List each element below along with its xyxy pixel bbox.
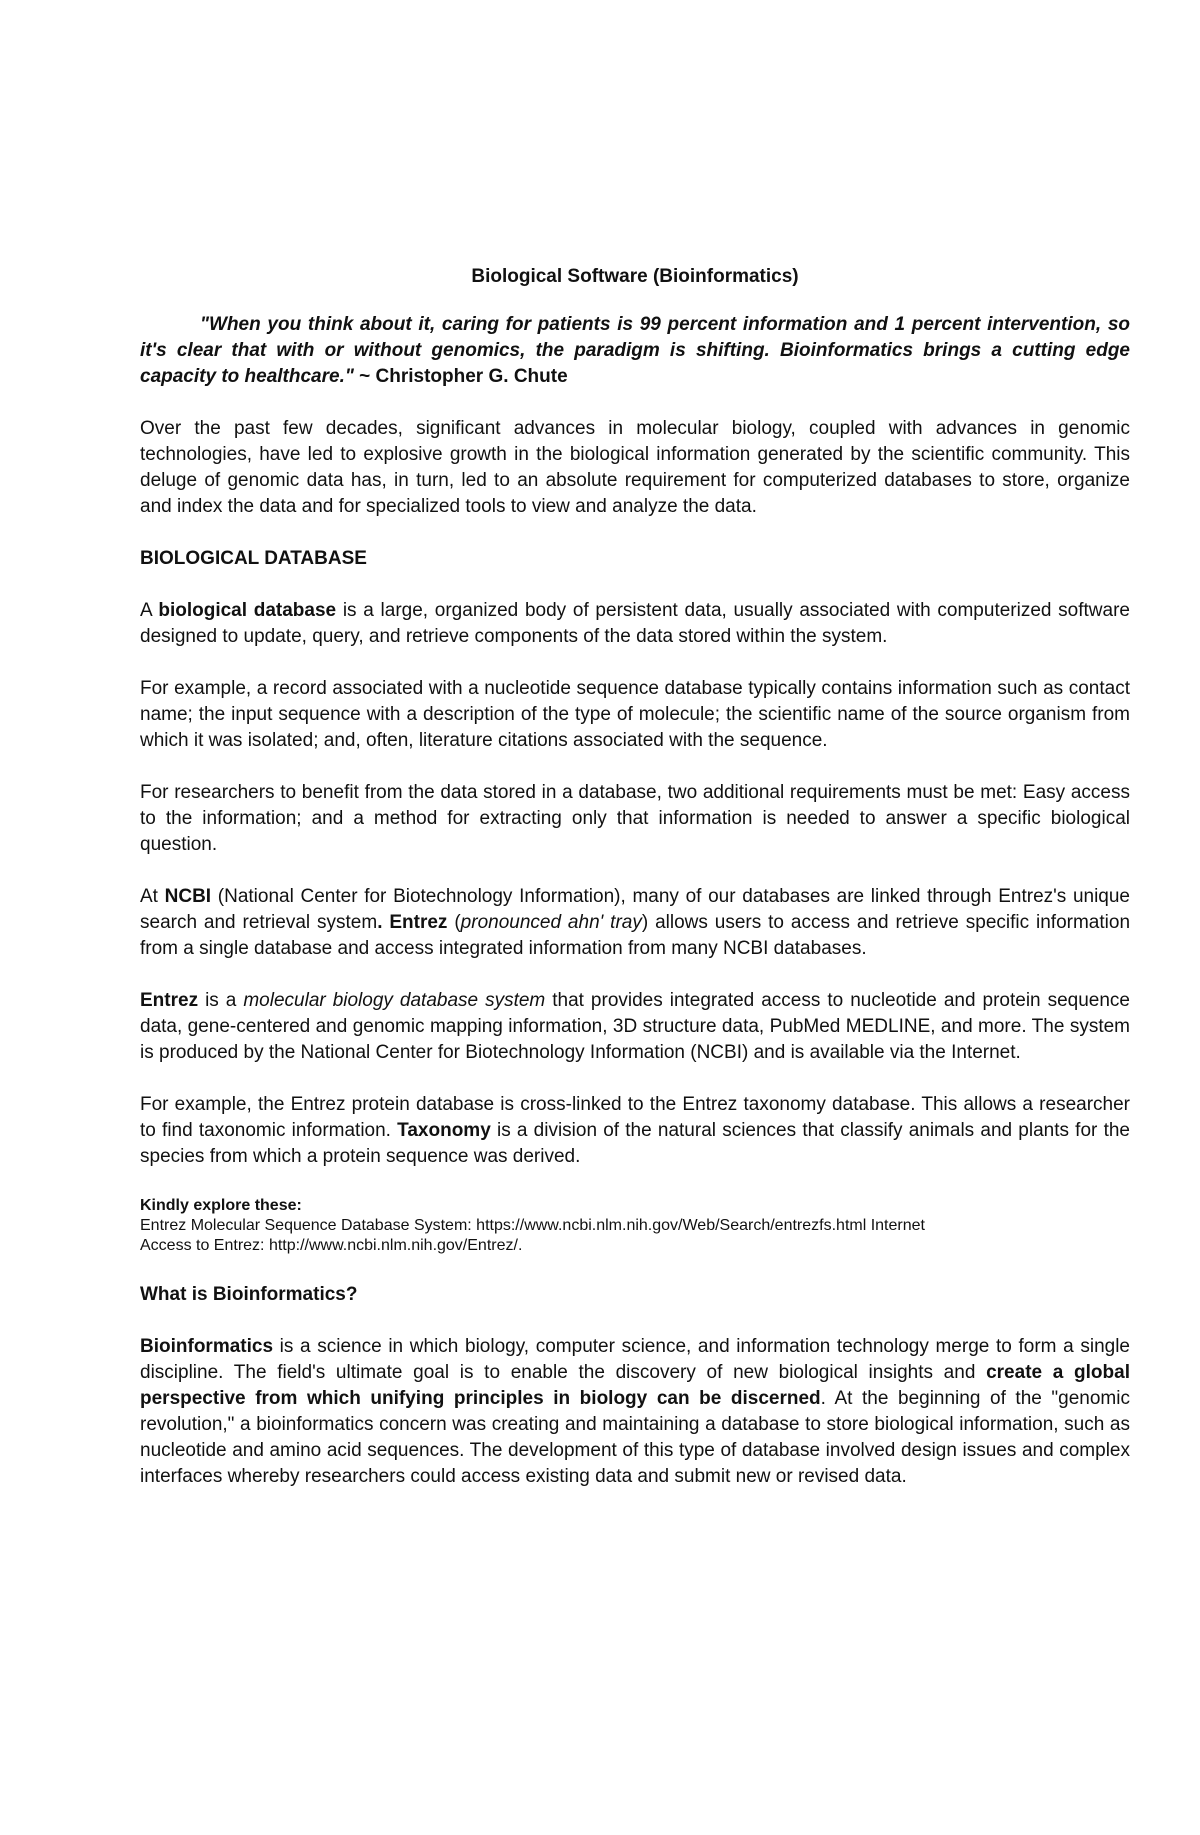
explore-links-block: [140, 1196, 1130, 1256]
explore-title: Kindly explore these:: [140, 1197, 302, 1214]
document-body: [140, 264, 1130, 1516]
text-run: At: [140, 886, 165, 907]
text-run: is a science in which biology, computer science, and information technology merge to form a single discipline. The field's ultimate goal is to enable the discovery of new biological insights and: [140, 1336, 1130, 1383]
quote-attribution: ~ Christopher G. Chute: [353, 366, 568, 387]
explore-line-entrez-system: Entrez Molecular Sequence Database System: https://www.ncbi.nlm.nih.gov/Web/Search/entrezfs.html Internet: [140, 1217, 925, 1234]
term-entrez: Entrez: [140, 990, 199, 1011]
text-run: A: [140, 600, 159, 621]
text-run: is a large, organized body of persistent data, usually associated with computerized software designed to update, query, and retrieve components of the data stored within the system.: [140, 600, 1130, 647]
term-bioinformatics: Bioinformatics: [140, 1336, 274, 1357]
text-run: that provides integrated access to nucleotide and protein sequence data, gene-centered and genomic mapping information, 3D structure data, PubMed MEDLINE, and more. The system is produced by the National Center for Biotechnology Information (NCBI) and is available via the Internet.: [140, 990, 1130, 1063]
text-run: ) allows users to access and retrieve specific information from a single database and access integrated information from many NCBI databases.: [140, 912, 1131, 959]
term-entrez: . Entrez: [377, 912, 448, 933]
text-run: For example, the Entrez protein database is cross-linked to the Entrez taxonomy database. This allows a researcher to find taxonomic information.: [140, 1094, 1130, 1141]
section-heading-biological-database: BIOLOGICAL DATABASE: [140, 548, 367, 569]
paragraph-bioinformatics-definition: [140, 1334, 1130, 1490]
paragraph-taxonomy: [140, 1092, 1130, 1170]
text-run: is a: [198, 990, 244, 1011]
paragraph-ncbi: [140, 884, 1130, 962]
text-run: . At the beginning of the "genomic revolution," a bioinformatics concern was creating and maintaining a database to store biological information, such as nucleotide and amino acid sequences. The development of this type of database involved design issues and complex interfaces whereby researchers could access existing data and submit new or revised data.: [140, 1388, 1130, 1487]
term-taxonomy: Taxonomy: [397, 1120, 491, 1141]
section-heading-what-is-bioinformatics: What is Bioinformatics?: [140, 1284, 358, 1305]
document-title: Biological Software (Bioinformatics): [471, 266, 799, 287]
paragraph-record-example: For example, a record associated with a nucleotide sequence database typically contains information such as contact name; the input sequence with a description of the type of molecule; the scientific name of the source organism from which it was isolated; and, often, literature citations associated with the sequence.: [140, 678, 1130, 751]
phrase-molecular-biology-database-system: molecular biology database system: [243, 990, 546, 1011]
paragraph-biological-database-definition: [140, 598, 1130, 650]
intro-paragraph: Over the past few decades, significant advances in molecular biology, coupled with advances in genomic technologies, have led to explosive growth in the biological information generated by the scientific community. This deluge of genomic data has, in turn, led to an absolute requirement for computerized databases to store, organize and index the data and for specialized tools to view and analyze the data.: [140, 418, 1130, 517]
text-run: is a division of the natural sciences that classify animals and plants for the species from which a protein sequence was derived.: [140, 1120, 1130, 1167]
text-run: (National Center for Biotechnology Information), many of our databases are linked through Entrez's unique search and retrieval system: [140, 886, 1130, 933]
quote-text: "When you think about it, caring for patients is 99 percent information and 1 percent intervention, so it's clear that with or without genomics, the paradigm is shifting. Bioinformatics brings a cutting edge capacity to healthcare.": [140, 314, 1130, 387]
explore-line-entrez-access: Access to Entrez: http://www.ncbi.nlm.nih.gov/Entrez/.: [140, 1237, 523, 1254]
phrase-global-perspective: create a global perspective from which unifying principles in biology can be discerned: [140, 1362, 1130, 1409]
term-ncbi: NCBI: [164, 886, 212, 907]
opening-quote: [140, 312, 1130, 390]
pronunciation-note: pronounced ahn' tray: [460, 912, 642, 933]
paragraph-entrez-system: [140, 988, 1130, 1066]
term-biological-database: biological database: [158, 600, 337, 621]
paragraph-researcher-requirements: For researchers to benefit from the data stored in a database, two additional requirements must be met: Easy access to the information; and a method for extracting only that information is needed to answer a specific biological question.: [140, 782, 1130, 855]
text-run: (: [447, 912, 461, 933]
